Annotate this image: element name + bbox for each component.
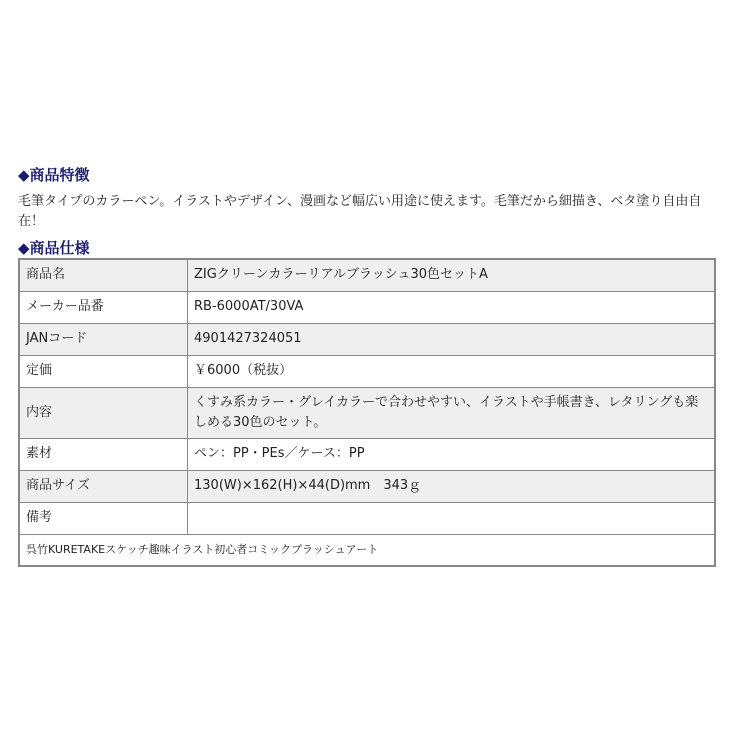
row-value: RB-6000AT/30VA: [188, 291, 716, 323]
specs-table: [18, 258, 716, 567]
row-value: ペン：PP・PEs／ケース：PP: [188, 438, 716, 470]
table-row: [19, 259, 715, 291]
row-label: メーカー品番: [19, 291, 188, 323]
row-value: [188, 502, 716, 534]
row-label: 定価: [19, 355, 188, 387]
row-value: ZIGクリーンカラーリアルブラッシュ30色セットA: [188, 259, 716, 291]
table-row: [19, 502, 715, 534]
row-label: JANコード: [19, 323, 188, 355]
specs-heading: ◆商品仕様: [18, 239, 90, 257]
table-row: [19, 438, 715, 470]
row-label: 商品サイズ: [19, 470, 188, 502]
features-heading: ◆商品特徴: [18, 166, 90, 184]
table-row: [19, 323, 715, 355]
row-label: 素材: [19, 438, 188, 470]
table-row: [19, 387, 715, 438]
row-value: 4901427324051: [188, 323, 716, 355]
row-label: 内容: [19, 387, 188, 438]
table-row: [19, 355, 715, 387]
table-row: [19, 470, 715, 502]
table-row: [19, 291, 715, 323]
row-label: 商品名: [19, 259, 188, 291]
row-value: くすみ系カラー・グレイカラーで合わせやすい、イラストや手帳書き、レタリングも楽しめる30色のセット。: [188, 387, 716, 438]
row-label: 備考: [19, 502, 188, 534]
footer-keywords: 呉竹KURETAKEスケッチ趣味イラスト初心者コミックブラッシュアート: [19, 534, 715, 566]
row-value: ￥6000（税抜）: [188, 355, 716, 387]
table-footer-row: [19, 534, 715, 566]
row-value: 130(W)×162(H)×44(D)mm 343ｇ: [188, 470, 716, 502]
features-text: 毛筆タイプのカラーペン。イラストやデザイン、漫画など幅広い用途に使えます。毛筆だから細描き、ベタ塗り自由自在！: [18, 194, 702, 229]
